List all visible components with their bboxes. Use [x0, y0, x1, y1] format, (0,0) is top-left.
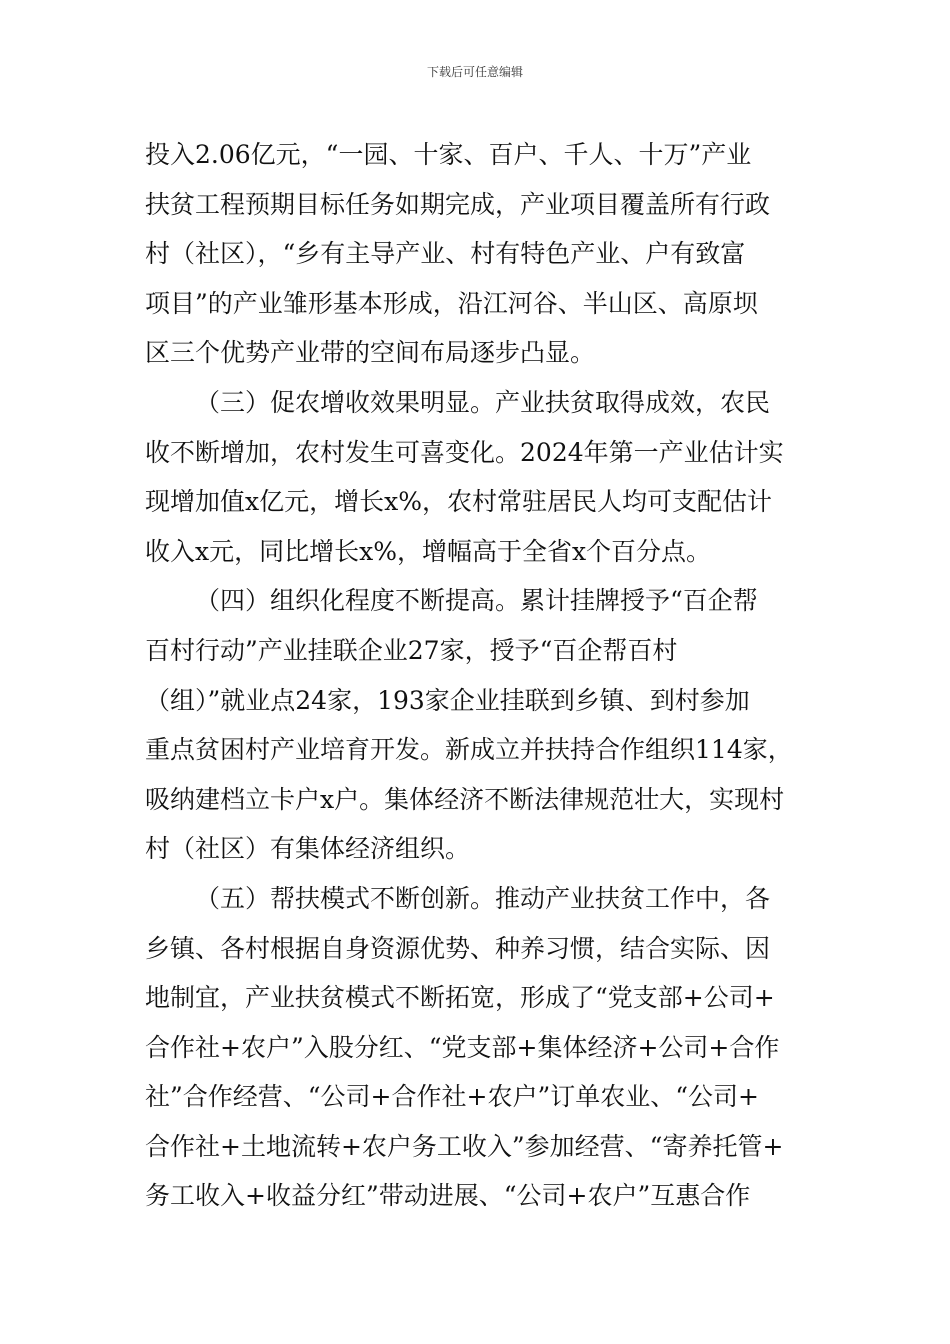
- text-line: 区三个优势产业带的空间布局逐步凸显。: [145, 338, 596, 368]
- text-line: 收入x元，同比增长x%，增幅高于全省x个百分点。: [145, 536, 712, 566]
- text-line: 村（社区）有集体经济组织。: [145, 834, 471, 864]
- text-line: 村（社区），“乡有主导产业、村有特色产业、户有致富: [145, 239, 746, 269]
- text-line: 吸纳建档立卡户x户。集体经济不断法律规范壮大，实现村: [145, 784, 785, 814]
- text-line: 投入2.06亿元，“一园、十家、百户、千人、十万”产业: [145, 140, 752, 169]
- text-line: 务工收入+收益分红”带动进展、“公司+农户”互惠合作: [145, 1181, 751, 1211]
- text-line: （三）促农增收效果明显。产业扶贫取得成效，农民: [195, 387, 771, 417]
- text-line: （组）”就业点24家，193家企业挂联到乡镇、到村参加: [145, 685, 750, 715]
- text-line: 社”合作经营、“公司+合作社+农户”订单农业、“公司+: [145, 1082, 759, 1112]
- text-line: 重点贫困村产业培育开发。新成立并扶持合作组织114家，: [145, 735, 793, 765]
- text-line: 扶贫工程预期目标任务如期完成，产业项目覆盖所有行政: [145, 189, 771, 219]
- text-line: 乡镇、各村根据自身资源优势、种养习惯，结合实际、因: [145, 933, 771, 963]
- text-line: 合作社+土地流转+农户务工收入”参加经营、“寄养托管+: [145, 1131, 784, 1161]
- text-line: （四）组织化程度不断提高。累计挂牌授予“百企帮: [195, 586, 758, 616]
- text-line: 项目”的产业雏形基本形成，沿江河谷、半山区、高原坝: [145, 288, 758, 318]
- text-line: 百村行动”产业挂联企业27家，授予“百企帮百村: [145, 635, 678, 665]
- page-header: 下载后可任意编辑: [426, 65, 523, 79]
- text-line: 收不断增加，农村发生可喜变化。2024年第一产业估计实: [145, 437, 784, 467]
- text-line: 合作社+农户”入股分红、“党支部+集体经济+公司+合作: [145, 1032, 780, 1062]
- document-body: [145, 130, 810, 1221]
- text-line: 地制宜，产业扶贫模式不断拓宽，形成了“党支部+公司+: [145, 983, 775, 1013]
- text-line: 现增加值x亿元，增长x%，农村常驻居民人均可支配估计: [145, 487, 772, 517]
- text-line: （五）帮扶模式不断创新。推动产业扶贫工作中，各: [195, 883, 771, 913]
